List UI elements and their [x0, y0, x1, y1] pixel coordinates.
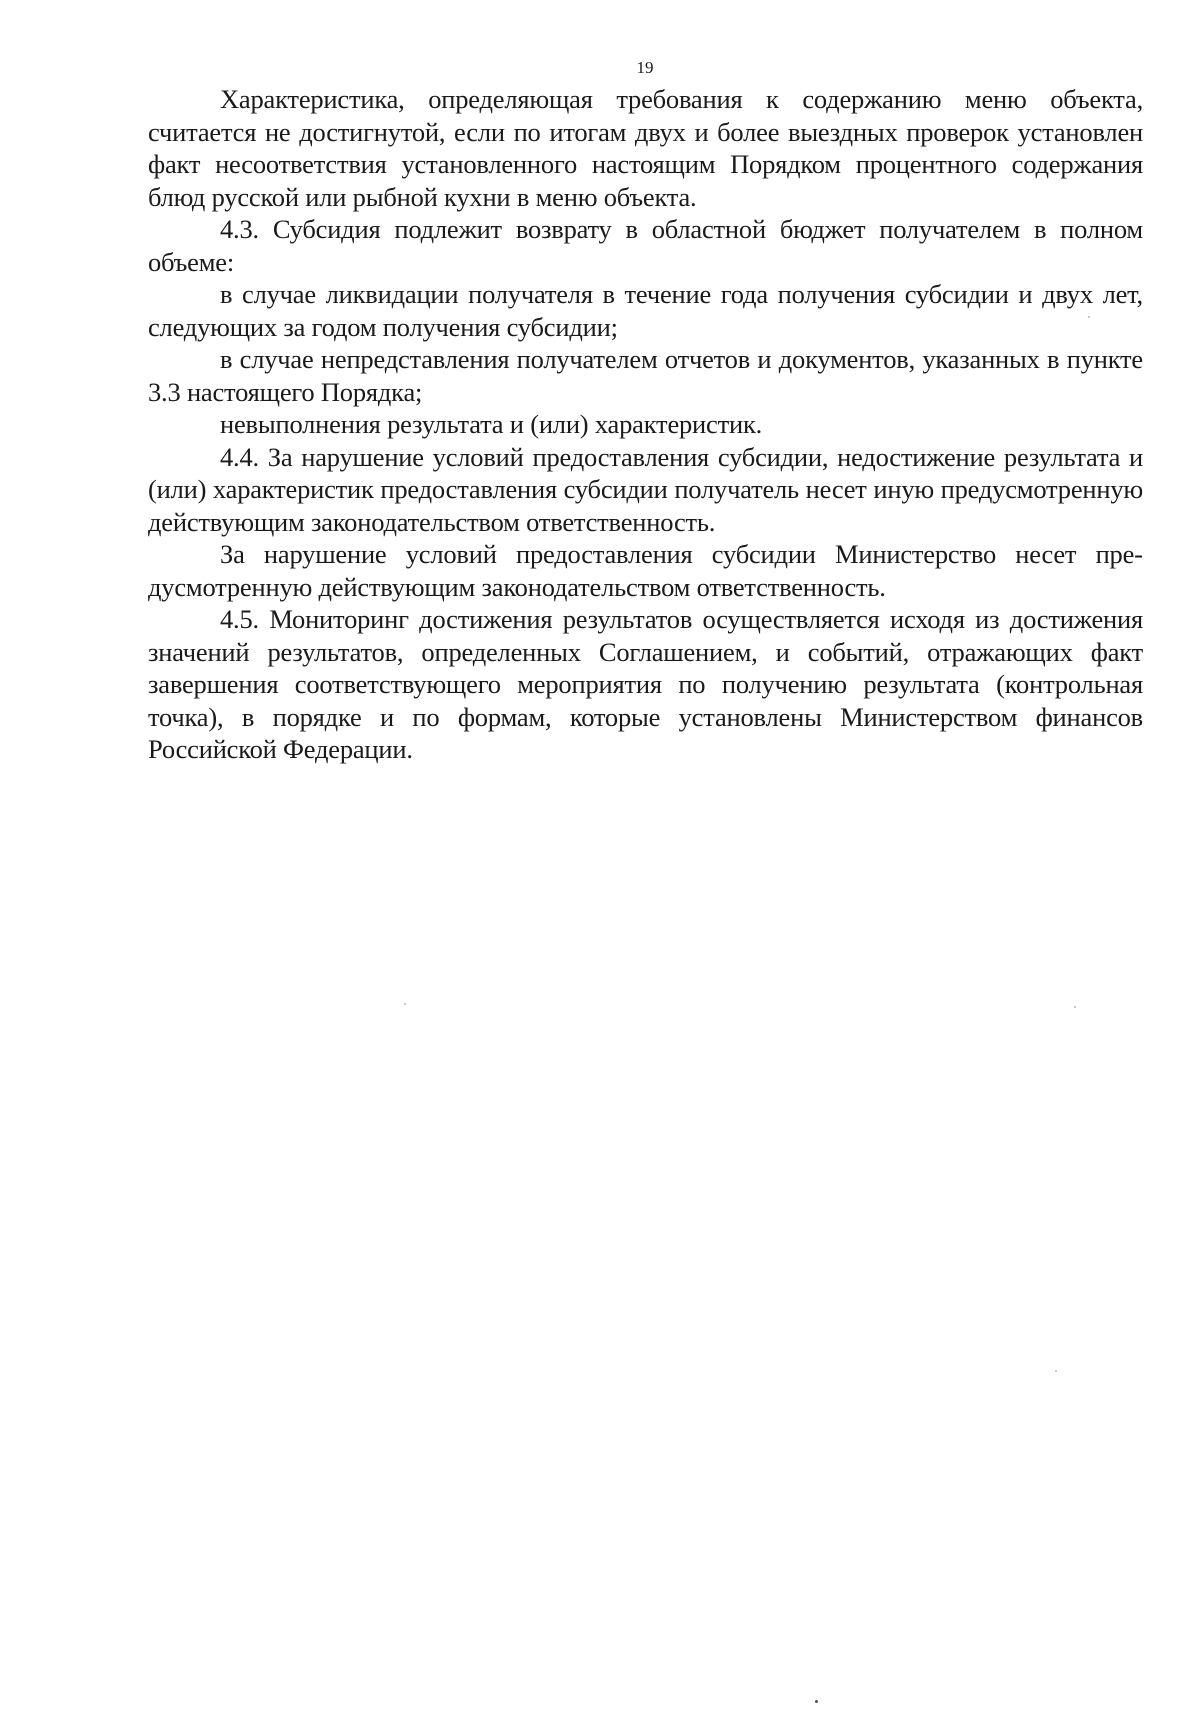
paragraph-characteristic-menu: Характеристика, определяющая требования к содержанию меню объекта, считается не достигнутой, если по итогам двух и более выездных проверок установлен факт несоответствия установленного настоящим Порядком процентного содержания блюд русской или рыбной кухни в меню объекта. — [148, 84, 1143, 212]
paragraph-4-4: 4.4. За нарушение условий предоставления субсидии, недостижение результата и (или) характеристик предоставления субсидии получатель несет иную предусмотренную действующим законодательством ответственность. — [148, 441, 1143, 537]
scan-speck — [1074, 1006, 1076, 1008]
scan-speck — [1055, 1370, 1057, 1372]
paragraph-4-3: 4.3. Субсидия подлежит возврату в областной бюджет получателем в полном объеме: — [148, 214, 1143, 277]
paragraph-case-non-submission: в случае непредставления получателем отчетов и документов, указанных в пункте 3.3 настоящего Порядка; — [148, 344, 1143, 407]
paragraph-non-fulfillment: невыполнения результата и (или) характеристик. — [220, 409, 763, 439]
paragraph-ministry-responsibility: За нарушение условий предоставления субсидии Министерство несет предусмотренную действующим законодательством ответственность. — [148, 539, 1143, 602]
page-number: 19 — [636, 58, 654, 77]
document-body — [148, 83, 1143, 766]
scan-speck — [1088, 316, 1090, 318]
paragraph-case-liquidation: в случае ликвидации получателя в течение года получения субсидии и двух лет, следующих за годом получения субсидии; — [148, 279, 1143, 342]
scan-speck — [404, 1003, 406, 1005]
scan-speck — [815, 1700, 818, 1703]
paragraph-4-5: 4.5. Мониторинг достижения результатов осуществляется исходя из достижения значений результатов, определенных Соглашением, и событий, отражающих факт завершения соответствующего мероприятия по получению результата (контрольная точка), в порядке и по формам, которые установлены Министерством финансов Российской Федерации. — [148, 604, 1143, 764]
